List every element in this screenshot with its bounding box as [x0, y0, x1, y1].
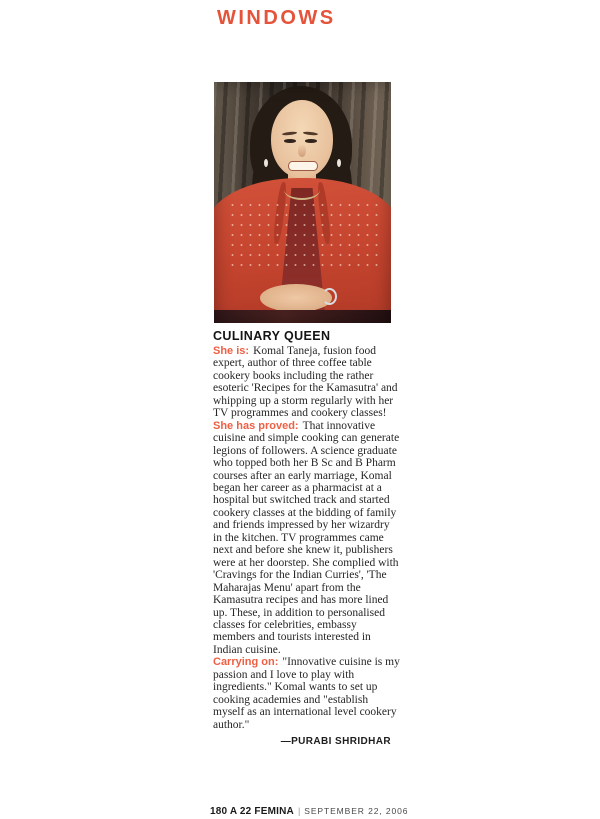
article-heading: CULINARY QUEEN [213, 329, 331, 343]
paragraph-text: "Innovative cuisine is my passion and I love to play with ingredients." Komal wants to set up cooking academies and "establish myself as an international level cookery author." [213, 656, 400, 731]
paragraph-she-is [213, 345, 401, 420]
portrait-photo [214, 82, 391, 323]
paragraph-text: That innovative cuisine and simple cooking can generate legions of followers. A science graduate who topped both her B Sc and B Pharm courses after an early marriage, Komal began her career as a pharmacist at a hospital but switched track and started cookery classes at the bidding of family and friends impressed by her wizardry in the kitchen. TV programmes came next and before she knew it, publishers were at her doorstep. She complied with 'Cravings for the Indian Curries', 'The Maharajas Menu' apart from the Kamasutra recipes and has more lined up. These, in addition to personalised classes for celebrities, embassy members and tourists interested in Indian cuisine. [213, 419, 400, 656]
paragraph-carrying-on [213, 656, 401, 731]
section-title: WINDOWS [217, 7, 336, 29]
paragraph-label: She has proved: [213, 419, 299, 432]
footer-folio: 180 A 22 FEMINA [210, 806, 294, 817]
byline: —PURABI SHRIDHAR [280, 736, 391, 748]
page-footer [210, 801, 408, 819]
paragraph-label: She is: [213, 345, 250, 357]
article-body [213, 345, 401, 749]
photo-vignette [214, 82, 391, 323]
paragraph-she-has-proved [213, 420, 401, 657]
footer-separator: | [297, 806, 301, 816]
paragraph-label: Carrying on: [213, 656, 279, 669]
footer-date: SEPTEMBER 22, 2006 [304, 806, 409, 816]
paragraph-text: Komal Taneja, fusion food expert, author of three coffee table cookery books including the rather esoteric 'Recipes for the Kamasutra' and whipping up a storm regularly with her TV programmes and cookery classes! [213, 345, 398, 420]
